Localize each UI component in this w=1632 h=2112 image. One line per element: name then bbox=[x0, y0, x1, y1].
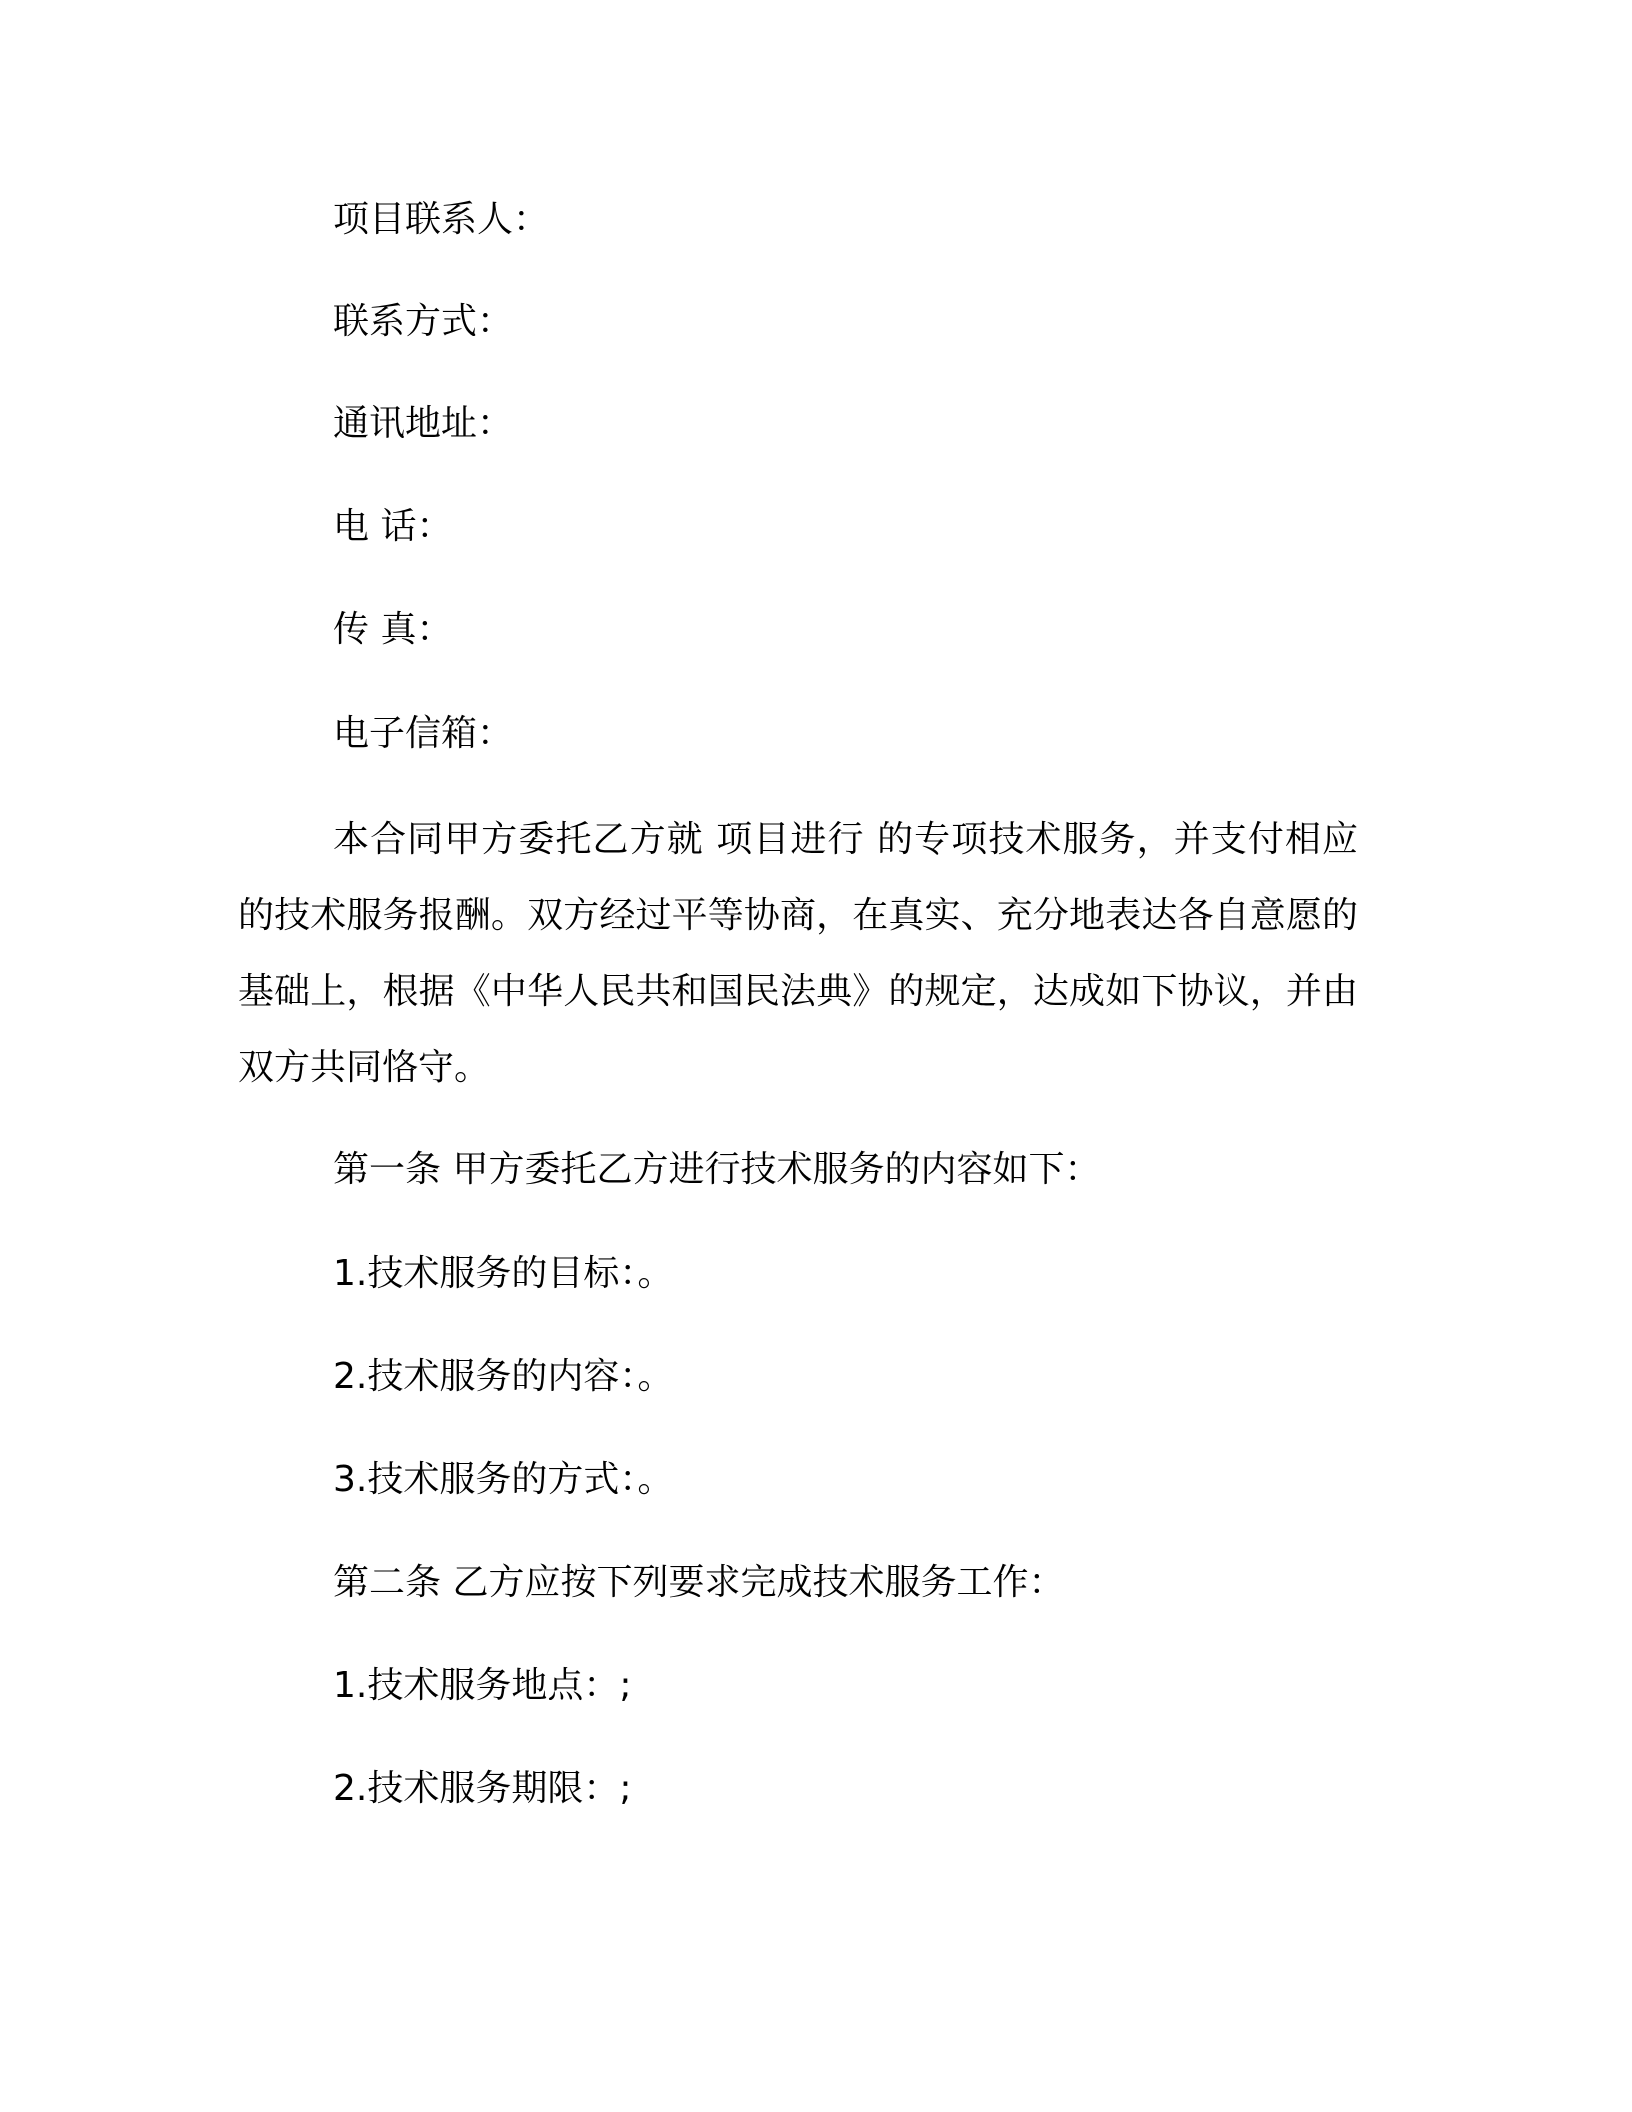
email-label: 电子信箱： bbox=[333, 713, 514, 754]
article-2-item: 1.技术服务地点：; bbox=[333, 1665, 632, 1706]
phone-label: 电 话： bbox=[333, 506, 453, 547]
article-1-heading: 第一条 甲方委托乙方进行技术服务的内容如下： bbox=[333, 1149, 1101, 1190]
mailing-address-label: 通讯地址： bbox=[333, 403, 514, 444]
article-2-item: 2.技术服务期限：; bbox=[333, 1768, 632, 1809]
article-1-item: 1.技术服务的目标：。 bbox=[333, 1253, 674, 1294]
article-1-item: 3.技术服务的方式：。 bbox=[333, 1459, 674, 1500]
intro-paragraph: 本合同甲方委托乙方就 项目进行 的专项技术服务，并支付相应的技术服务报酬。双方经过平等协商，在真实、充分地表达各自意愿的基础上，根据《中华人民共和国民法典》的规定，达成如下协议，并由双方共同恪守。 bbox=[238, 819, 1358, 1088]
contact-method-label: 联系方式： bbox=[333, 301, 514, 342]
fax-label: 传 真： bbox=[333, 609, 453, 650]
article-2-heading: 第二条 乙方应按下列要求完成技术服务工作： bbox=[333, 1562, 1065, 1603]
article-1-item: 2.技术服务的内容：。 bbox=[333, 1356, 674, 1397]
contact-person-label: 项目联系人： bbox=[333, 199, 550, 240]
